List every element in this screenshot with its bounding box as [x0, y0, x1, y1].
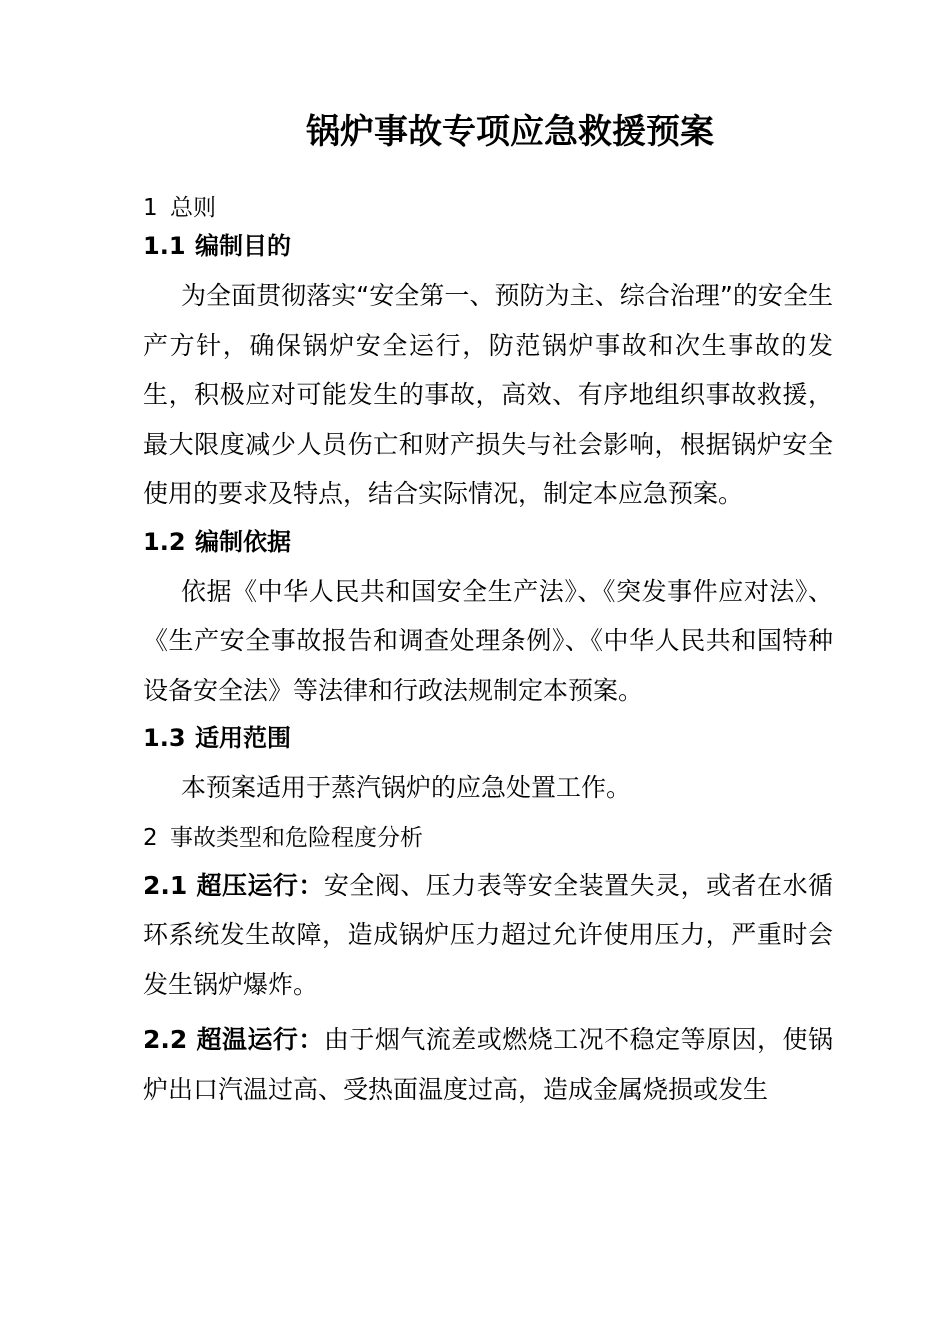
item-title: 超温运行：: [196, 1025, 324, 1054]
section-number: 2: [143, 824, 158, 851]
section-number: 1: [143, 195, 158, 221]
item-title: 超压运行：: [196, 870, 324, 900]
subsection-number: 1.3: [143, 724, 186, 752]
paragraph-overtemperature: [143, 1015, 833, 1114]
item-number: 2.2: [143, 1025, 188, 1054]
section-title: 总则: [170, 195, 216, 221]
item-number: 2.1: [143, 870, 188, 900]
paragraph-basis: 依据《中华人民共和国安全生产法》、《突发事件应对法》、《生产安全事故报告和调查处理条例》、《中华人民共和国特种设备安全法》等法律和行政法规制定本预案。: [143, 576, 833, 705]
item-body: 安全阀、压力表等安全装置失灵，或者在水循环系统发生故障，造成锅炉压力超过允许使用压力，严重时会发生锅炉爆炸。: [143, 870, 833, 999]
section-title: 事故类型和危险程度分析: [170, 824, 423, 851]
subsection-title: 编制目的: [195, 232, 291, 260]
section-heading-1: [143, 193, 833, 223]
paragraph-overpressure: [143, 861, 833, 1010]
document-body: [143, 183, 833, 1114]
subsection-number: 1.1: [143, 232, 186, 260]
subsection-title: 编制依据: [195, 527, 291, 556]
subsection-number: 1.2: [143, 527, 186, 556]
subsection-heading-1-3: [143, 723, 833, 753]
paragraph-purpose: 为全面贯彻落实“安全第一、预防为主、综合治理”的安全生产方针，确保锅炉安全运行，防范锅炉事故和次生事故的发生，积极应对可能发生的事故，高效、有序地组织事故救援，最大限度减少人员伤亡和财产损失与社会影响，根据锅炉安全使用的要求及特点，结合实际情况，制定本应急预案。: [143, 281, 833, 508]
document-title: 锅炉事故专项应急救援预案: [306, 112, 714, 152]
subsection-heading-1-2: [143, 527, 833, 557]
paragraph-scope: 本预案适用于蒸汽锅炉的应急处置工作。: [181, 773, 632, 802]
section-heading-2: [143, 823, 833, 853]
subsection-title: 适用范围: [195, 724, 291, 752]
subsection-heading-1-1: [143, 231, 833, 261]
item-body: 由于烟气流差或燃烧工况不稳定等原因，使锅炉出口汽温过高、受热面温度过高，造成金属烧损或发生: [143, 1025, 833, 1104]
